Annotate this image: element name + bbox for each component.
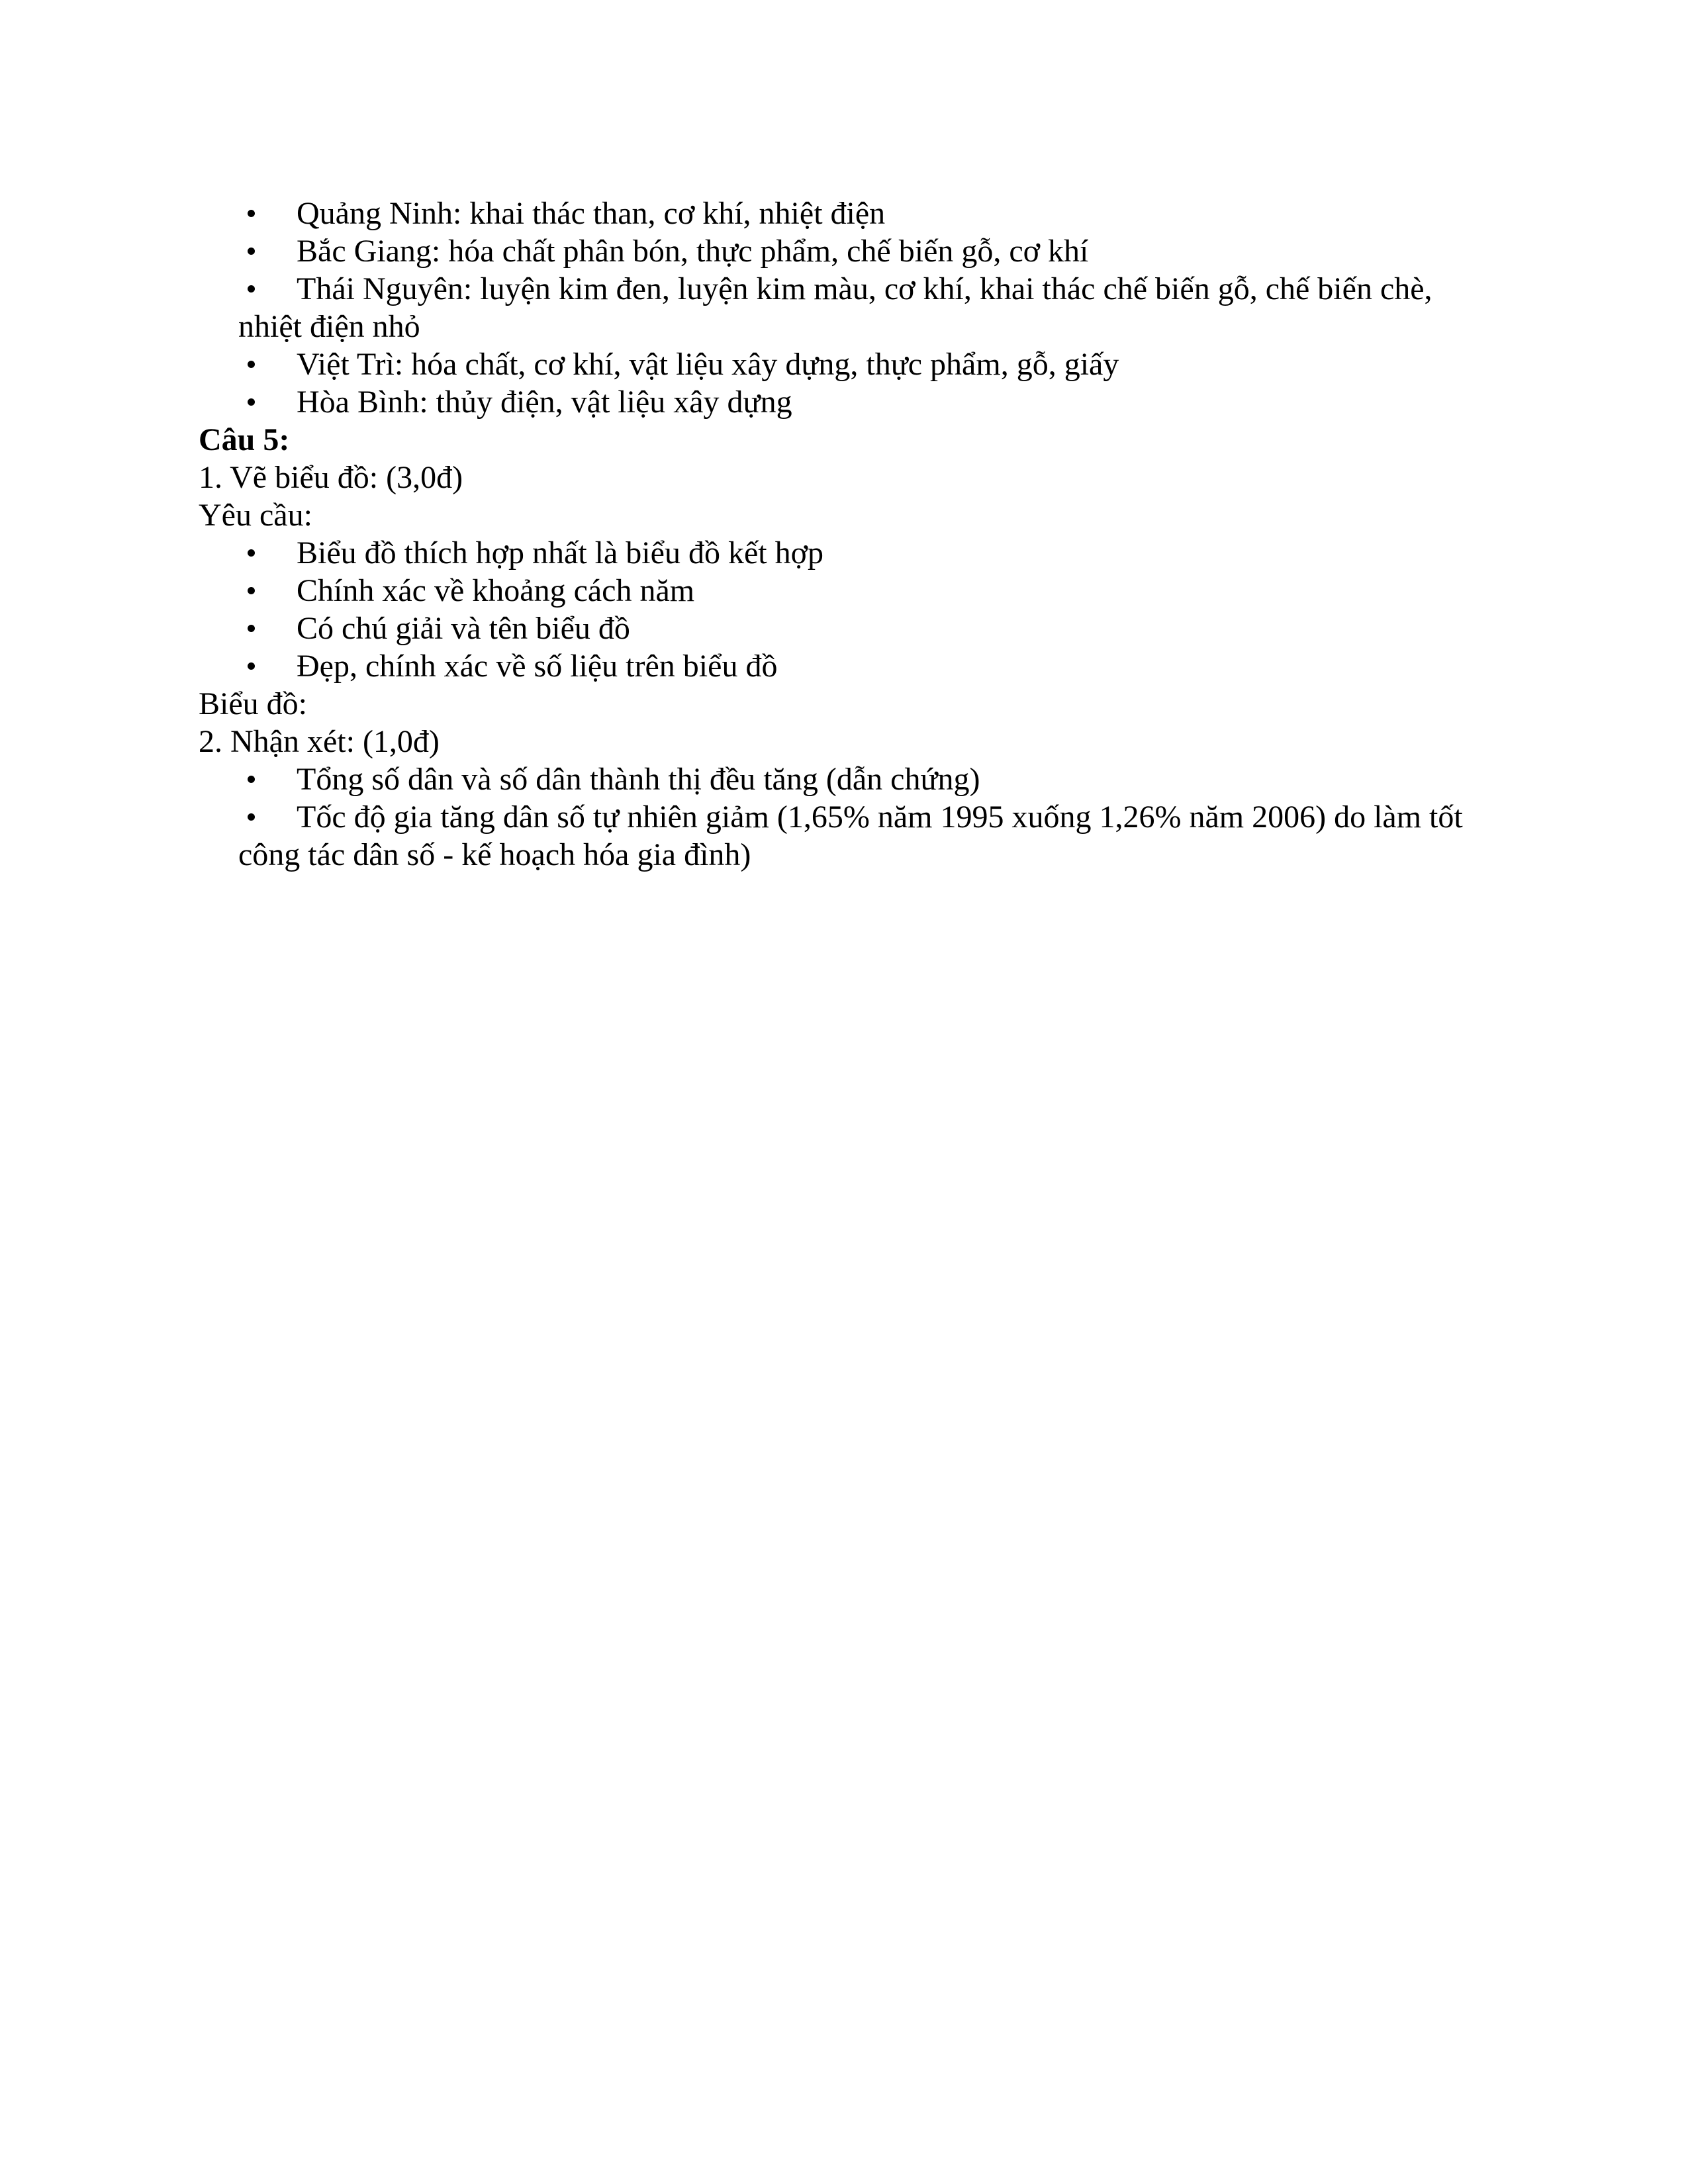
bullet-icon <box>238 798 297 836</box>
bullet-icon <box>238 345 297 383</box>
list-item: Hòa Bình: thủy điện, vật liệu xây dựng <box>238 383 1496 421</box>
bullet-icon <box>238 647 297 685</box>
list-item: Chính xác về khoảng cách năm <box>238 572 1496 610</box>
remarks-list <box>199 760 1496 874</box>
part1-title: 1. Vẽ biểu đồ: (3,0đ) <box>199 460 463 495</box>
list-item: Thái Nguyên: luyện kim đen, luyện kim màu, cơ khí, khai thác chế biến gỗ, chế biến chè, nhiệt điện nhỏ <box>238 271 1432 344</box>
list-item: Bắc Giang: hóa chất phân bón, thực phẩm, chế biến gỗ, cơ khí <box>238 232 1496 270</box>
bullet-icon <box>238 534 297 572</box>
list-item: Quảng Ninh: khai thác than, cơ khí, nhiệt điện <box>238 195 1496 232</box>
chart-label: Biểu đồ: <box>199 686 307 721</box>
bullet-icon <box>238 610 297 647</box>
list-item: Đẹp, chính xác về số liệu trên biểu đồ <box>238 647 1496 685</box>
bullet-icon <box>238 383 297 421</box>
industry-centers-list <box>199 195 1496 421</box>
list-item: Tổng số dân và số dân thành thị đều tăng (dẫn chứng) <box>238 760 1496 798</box>
bullet-icon <box>238 270 297 308</box>
document-page <box>199 195 1496 874</box>
list-item: Biểu đồ thích hợp nhất là biểu đồ kết hợp <box>238 534 1496 572</box>
list-item: Việt Trì: hóa chất, cơ khí, vật liệu xây dựng, thực phẩm, gỗ, giấy <box>238 345 1496 383</box>
requirements-label: Yêu cầu: <box>199 498 312 533</box>
bullet-icon <box>238 760 297 798</box>
bullet-icon <box>238 232 297 270</box>
list-item: Tốc độ gia tăng dân số tự nhiên giảm (1,65% năm 1995 xuống 1,26% năm 2006) do làm tốt công tác dân số - kế hoạch hóa gia đình) <box>238 799 1463 872</box>
bullet-icon <box>238 572 297 610</box>
part2-title: 2. Nhận xét: (1,0đ) <box>199 724 440 759</box>
requirements-list <box>199 534 1496 685</box>
question-heading: Câu 5: <box>199 422 290 457</box>
bullet-icon <box>238 195 297 232</box>
list-item: Có chú giải và tên biểu đồ <box>238 610 1496 647</box>
